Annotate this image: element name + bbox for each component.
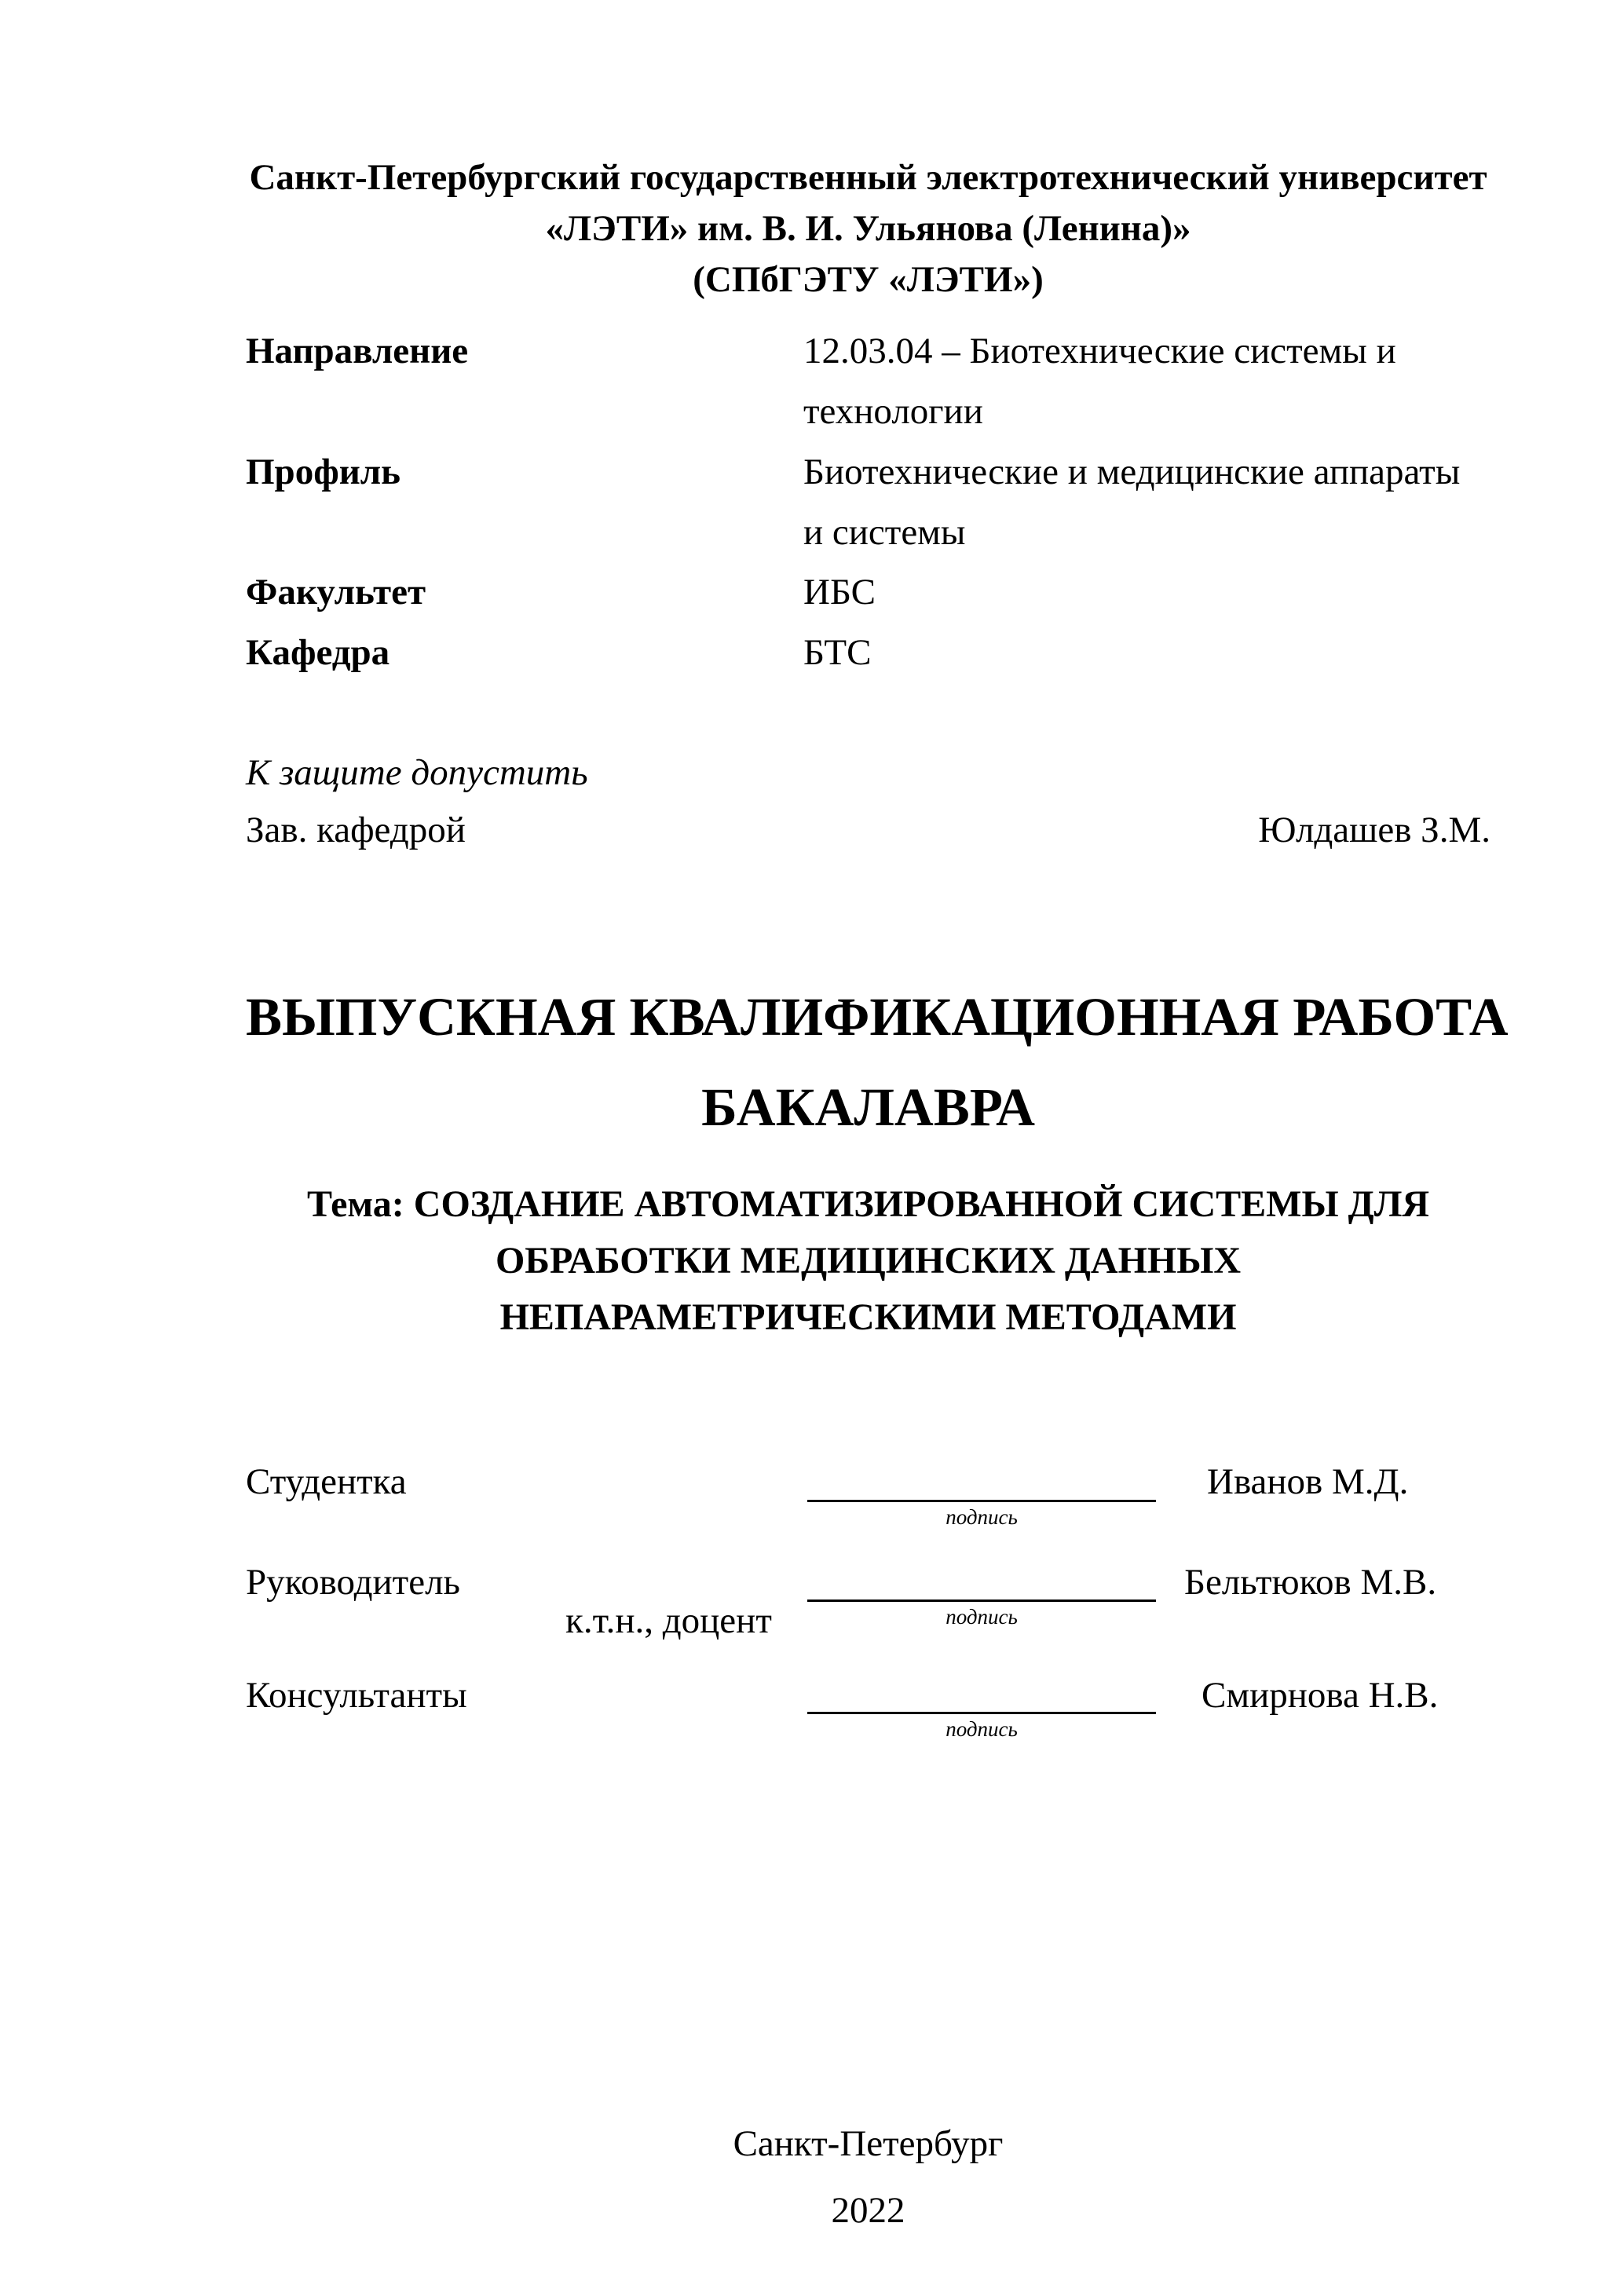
field-value-direction: 12.03.04 – Биотехнические системы и технологии	[803, 331, 1396, 432]
work-title-line1: ВЫПУСКНАЯ КВАЛИФИКАЦИОННАЯ РАБОТА	[246, 987, 1509, 1047]
footer-year: 2022	[831, 2190, 905, 2231]
thesis-theme-line1: Тема: СОЗДАНИЕ АВТОМАТИЗИРОВАННОЙ СИСТЕМЫ ДЛЯ	[306, 1183, 1430, 1225]
thesis-theme-line3: НЕПАРАМЕТРИЧЕСКИМИ МЕТОДАМИ	[499, 1296, 1237, 1338]
department-head-row	[246, 800, 1490, 861]
signatory-name-supervisor: Бельтюков М.В.	[1184, 1562, 1437, 1603]
footer-city: Санкт-Петербург	[733, 2123, 1004, 2164]
admission-note: К защите допустить	[246, 752, 588, 793]
signature-role-supervisor: Руководитель	[246, 1562, 460, 1603]
thesis-theme-line2: ОБРАБОТКИ МЕДИЦИНСКИХ ДАННЫХ	[495, 1240, 1242, 1281]
work-title-line2: БАКАЛАВРА	[701, 1077, 1035, 1137]
thesis-theme	[246, 1176, 1490, 1346]
university-name-line2: «ЛЭТИ» им. В. И. Ульянова (Ленина)»	[545, 208, 1191, 249]
signatory-name-consultants: Смирнова Н.В.	[1202, 1675, 1439, 1716]
signatory-name-student: Иванов М.Д.	[1207, 1461, 1409, 1502]
work-title	[246, 972, 1509, 1153]
signature-role-student: Студентка	[246, 1461, 407, 1502]
signature-caption-supervisor: подпись	[946, 1605, 1018, 1629]
field-value-department: БТС	[803, 632, 872, 673]
university-name-line3: (СПбГЭТУ «ЛЭТИ»)	[693, 259, 1044, 300]
field-label-department: Кафедра	[246, 632, 390, 673]
field-label-direction: Направление	[246, 331, 469, 371]
signature-caption-student: подпись	[946, 1505, 1018, 1529]
department-head-name: Юлдашев З.М.	[1258, 810, 1490, 850]
field-value-profile: Биотехнические и медицинские аппараты и системы	[803, 452, 1461, 553]
supervisor-qualification: к.т.н., доцент	[565, 1600, 772, 1641]
signature-line-student	[807, 1500, 1156, 1502]
department-head-label: Зав. кафедрой	[246, 810, 466, 850]
signature-role-consultants: Консультанты	[246, 1675, 467, 1716]
field-label-faculty: Факультет	[246, 572, 426, 612]
field-label-profile: Профиль	[246, 452, 401, 492]
footer	[246, 2111, 1490, 2244]
university-name-line1: Санкт-Петербургский государственный электротехнический университет	[249, 157, 1487, 198]
university-header	[246, 152, 1490, 305]
field-value-faculty: ИБС	[803, 572, 876, 612]
signature-line-supervisor	[807, 1600, 1156, 1602]
signature-line-consultants	[807, 1712, 1156, 1714]
signature-caption-consultants: подпись	[946, 1717, 1018, 1741]
